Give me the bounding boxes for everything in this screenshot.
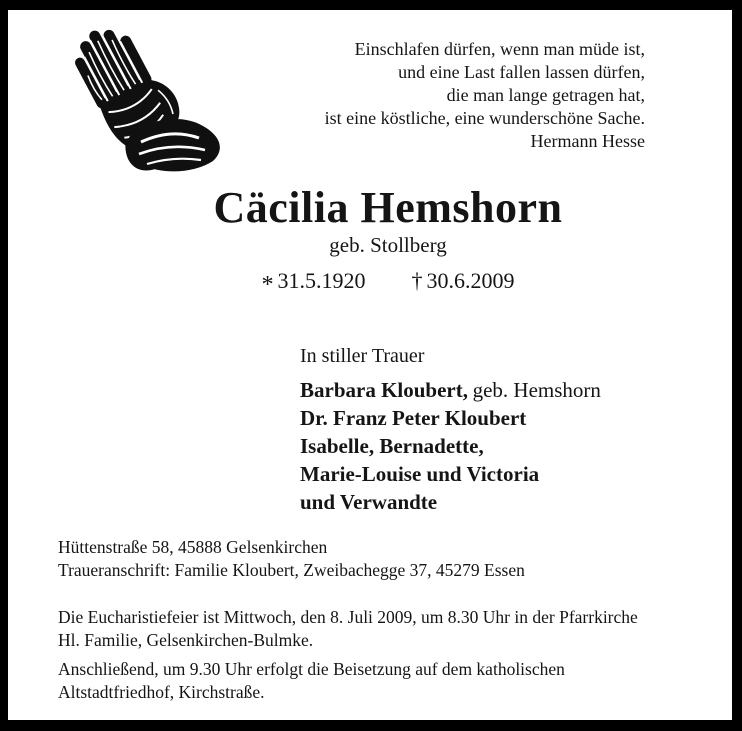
mourner-name: Barbara Kloubert, bbox=[300, 378, 468, 402]
mourning-intro: In stiller Trauer bbox=[300, 345, 425, 367]
mourner-name: Marie-Louise und Victoria bbox=[300, 462, 540, 486]
mourner-line bbox=[300, 432, 601, 460]
birth-date: 31.5.1920 bbox=[277, 268, 366, 293]
life-dates bbox=[44, 268, 732, 298]
mourner-name: Dr. Franz Peter Kloubert bbox=[300, 406, 527, 430]
address-line: Traueranschrift: Familie Kloubert, Zweibachegge 37, 45279 Essen bbox=[58, 560, 525, 580]
service-line: Altstadtfriedhof, Kirchstraße. bbox=[58, 682, 265, 702]
service-line: Hl. Familie, Gelsenkirchen-Bulmke. bbox=[58, 630, 314, 650]
poem-line: und eine Last fallen lassen dürfen, bbox=[398, 62, 645, 82]
poem-line: die man lange getragen hat, bbox=[446, 85, 645, 105]
poem bbox=[325, 38, 645, 153]
maiden-name: geb. Stollberg bbox=[329, 233, 447, 257]
mourner-line bbox=[300, 404, 601, 432]
address-line: Hüttenstraße 58, 45888 Gelsenkirchen bbox=[58, 537, 328, 557]
death-cross-icon: † bbox=[411, 268, 423, 293]
birth-star-icon: * bbox=[261, 270, 274, 298]
mourner-name: und Verwandte bbox=[300, 490, 438, 514]
mourner-line bbox=[300, 460, 601, 488]
mourner-line bbox=[300, 376, 601, 404]
service-line: Anschließend, um 9.30 Uhr erfolgt die Beisetzung auf dem katholischen bbox=[58, 659, 565, 679]
mourner-line bbox=[300, 488, 601, 516]
mourner-suffix: geb. Hemshorn bbox=[472, 378, 601, 402]
eucharist-info bbox=[58, 606, 638, 652]
mourners-list bbox=[300, 376, 601, 516]
address-block bbox=[58, 536, 525, 582]
death-date: 30.6.2009 bbox=[426, 268, 515, 293]
poem-line: ist eine köstliche, eine wunderschöne Sache. bbox=[324, 108, 645, 128]
deceased-header bbox=[8, 183, 732, 298]
deceased-name: Cäcilia Hemshorn bbox=[213, 183, 563, 232]
poem-attribution: Hermann Hesse bbox=[530, 131, 645, 151]
praying-hands-icon bbox=[45, 18, 240, 178]
poem-line: Einschlafen dürfen, wenn man müde ist, bbox=[354, 39, 645, 59]
mourners-block bbox=[300, 344, 601, 516]
mourner-name: Isabelle, Bernadette, bbox=[300, 434, 484, 458]
service-line: Die Eucharistiefeier ist Mittwoch, den 8. Juli 2009, um 8.30 Uhr in der Pfarrkirche bbox=[58, 607, 638, 627]
burial-info bbox=[58, 658, 565, 704]
